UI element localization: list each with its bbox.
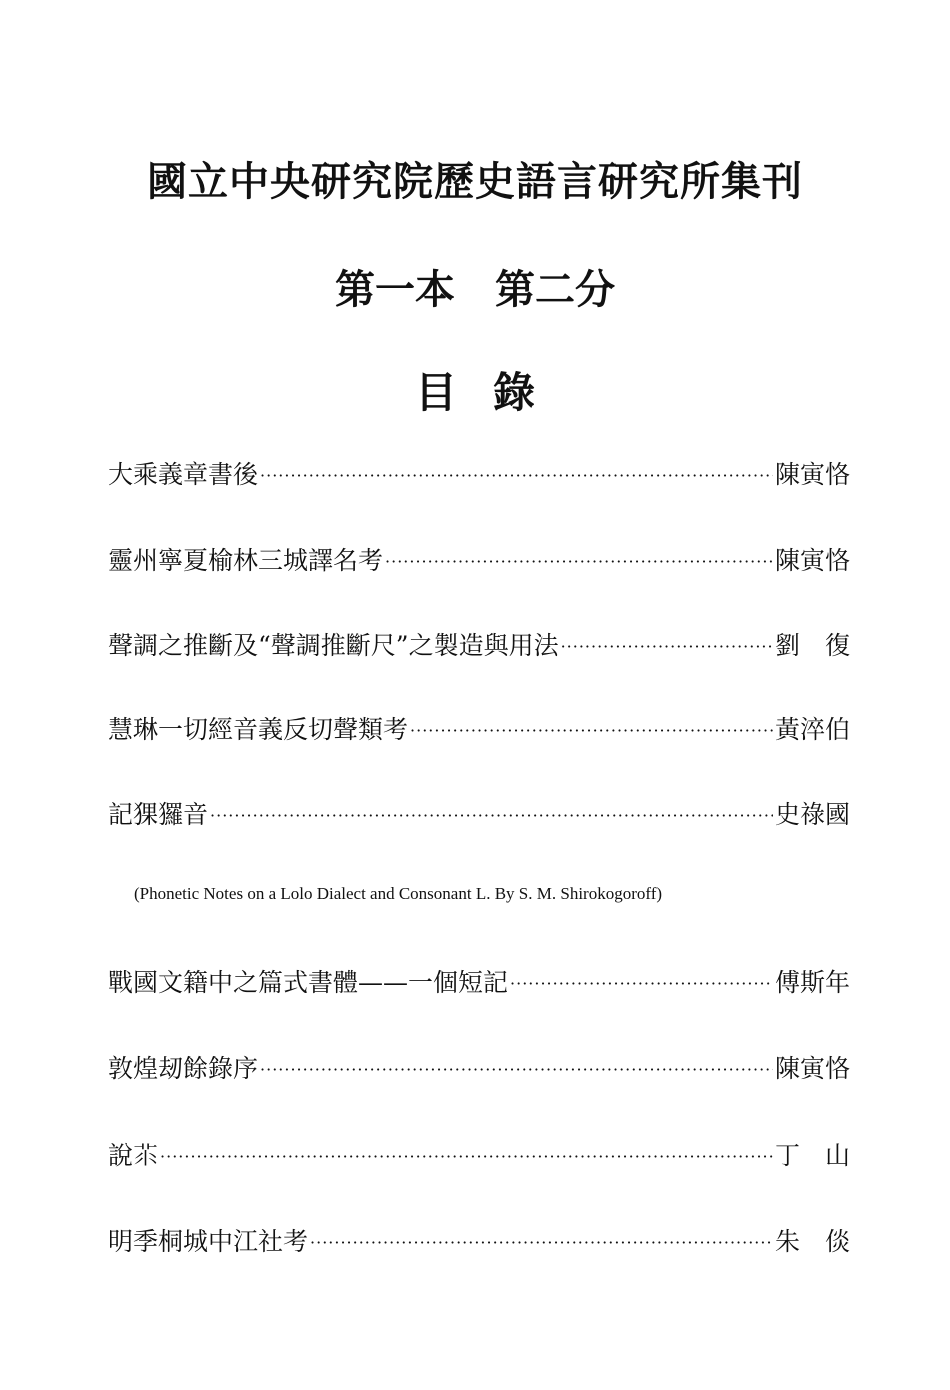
journal-title: 國立中央研究院歷史語言研究所集刊 (147, 158, 803, 205)
issue-title: 第一本 第二分 (335, 266, 615, 313)
toc-entry-subtitle: (Phonetic Notes on a Lolo Dialect and Consonant L. By S. M. Shirokogoroff) (134, 884, 663, 903)
toc-entry-author: 史祿國 (774, 800, 850, 829)
toc-entry (108, 966, 850, 1000)
dot-leader (310, 1223, 773, 1260)
toc-entry-title: 戰國文籍中之篇式書體——一個短記 (108, 968, 509, 997)
toc-entry-author: 丁 山 (774, 1141, 850, 1170)
toc-entry (108, 544, 850, 578)
toc-entry-author: 陳寅恪 (774, 1054, 850, 1083)
toc-entry (108, 629, 850, 663)
toc-entry-author: 黃淬伯 (774, 715, 850, 744)
toc-entry-title: 慧琳一切經音義反切聲類考 (108, 715, 409, 744)
toc-entry-author: 陳寅恪 (774, 546, 850, 575)
toc-entry-title: 明季桐城中江社考 (108, 1227, 309, 1256)
toc-entry-author: 朱 倓 (774, 1227, 850, 1256)
dot-leader (385, 542, 773, 579)
dot-leader (410, 711, 773, 748)
toc-entry (108, 1225, 850, 1259)
toc-entry (108, 713, 850, 747)
toc-entry-author: 傅斯年 (774, 968, 850, 997)
toc-entry-title: 靈州寧夏榆林三城譯名考 (108, 546, 384, 575)
toc-entry (108, 1139, 850, 1173)
toc-entry (108, 798, 850, 832)
toc-entry-title: 聲調之推斷及“聲調推斷尺”之製造與用法 (108, 631, 559, 660)
dot-leader (260, 1050, 773, 1087)
dot-leader (260, 456, 773, 493)
toc-entry (108, 458, 850, 492)
dot-leader (561, 627, 773, 664)
dot-leader (210, 796, 773, 833)
toc-entry-title: 敦煌刼餘錄序 (108, 1054, 259, 1083)
toc-entry-author: 劉 復 (774, 631, 850, 660)
toc-entry-title: 記猓玀音 (108, 800, 209, 829)
dot-leader (510, 964, 773, 1001)
toc-entry-title: 說𦭅 (108, 1141, 159, 1170)
toc-entry-title: 大乘義章書後 (108, 460, 259, 489)
toc-entry (108, 1052, 850, 1086)
toc-entry-author: 陳寅恪 (774, 460, 850, 489)
dot-leader (160, 1137, 773, 1174)
contents-heading: 目錄 (414, 368, 571, 417)
